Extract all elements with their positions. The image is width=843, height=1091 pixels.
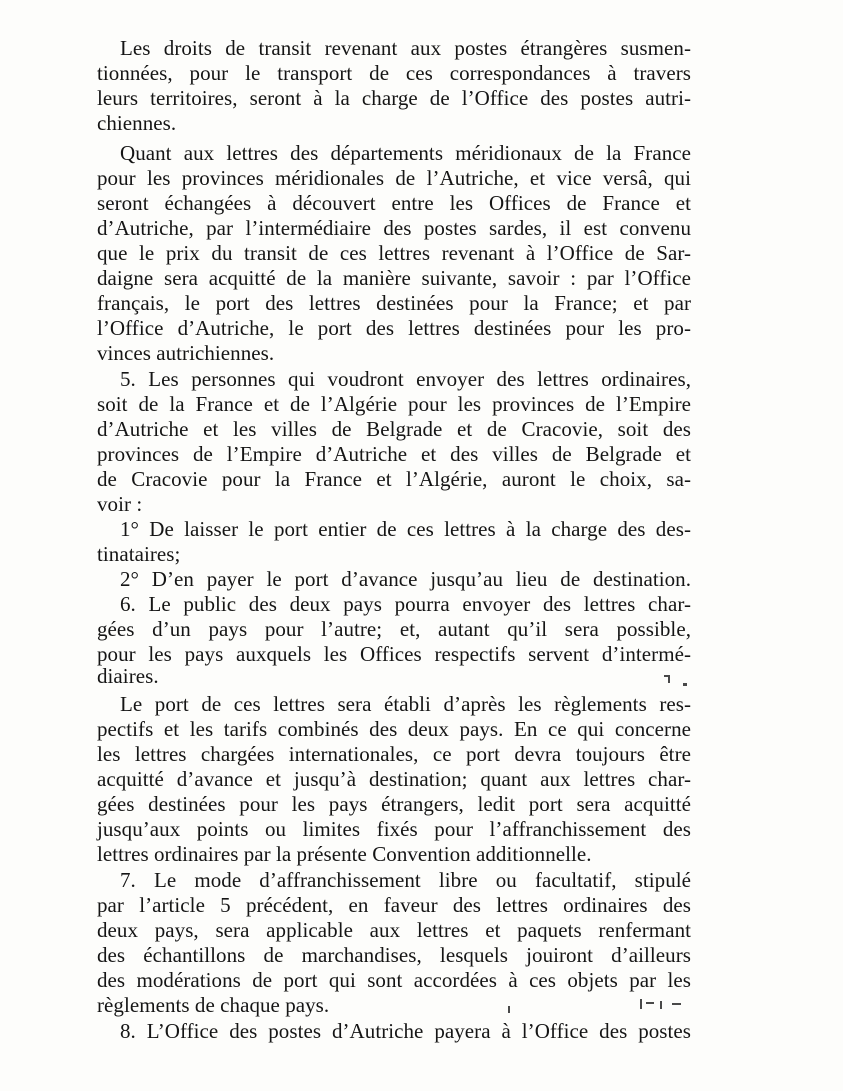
- text-line-36: deux pays, sera applicable aux lettres et paquets renfermant: [97, 918, 691, 942]
- ink-mark: [646, 1002, 654, 1004]
- ink-mark: [508, 1006, 510, 1013]
- text-line-16: d’Autriche et les villes de Belgrade et de Cracovie, soit des: [97, 417, 691, 441]
- text-line-3: leurs territoires, seront à la charge de l’Office des postes autri-: [97, 86, 691, 110]
- ink-mark: [660, 1001, 662, 1009]
- ink-mark: [672, 1003, 681, 1005]
- text-line-30: acquitté d’avance et jusqu’à destination; quant aux lettres char-: [97, 767, 691, 791]
- text-line-4: chiennes.: [97, 111, 177, 135]
- text-line-40: 8. L’Office des postes d’Autriche payera à l’Office des postes: [120, 1019, 691, 1043]
- text-line-6: pour les provinces méridionales de l’Autriche, et vice versâ, qui: [97, 166, 691, 190]
- ink-mark: [683, 683, 687, 686]
- text-line-39: règlements de chaque pays.: [97, 993, 330, 1017]
- text-line-1: Les droits de transit revenant aux postes étrangères susmen-: [120, 36, 691, 60]
- ink-mark: [664, 675, 670, 677]
- text-line-15: soit de la France et de l’Algérie pour les provinces de l’Empire: [97, 392, 691, 416]
- text-line-17: provinces de l’Empire d’Autriche et des villes de Belgrade et: [97, 442, 691, 466]
- text-line-28: pectifs et les tarifs combinés des deux pays. En ce qui concerne: [97, 717, 691, 741]
- text-line-18: de Cracovie pour la France et l’Algérie, auront le choix, sa-: [97, 467, 691, 491]
- text-line-9: que le prix du transit de ces lettres revenant à l’Office de Sar-: [97, 241, 691, 265]
- text-line-2: tionnées, pour le transport de ces correspondances à travers: [97, 61, 691, 85]
- text-line-14: 5. Les personnes qui voudront envoyer des lettres ordinaires,: [120, 367, 691, 391]
- text-line-25: pour les pays auxquels les Offices respectifs servent d’intermé-: [97, 642, 691, 666]
- text-line-32: jusqu’aux points ou limites fixés pour l’affranchissement des: [97, 817, 691, 841]
- text-line-23: 6. Le public des deux pays pourra envoyer des lettres char-: [120, 592, 691, 616]
- text-line-24: gées d’un pays pour l’autre; et, autant qu’il sera possible,: [97, 617, 691, 641]
- text-line-31: gées destinées pour les pays étrangers, ledit port sera acquitté: [97, 792, 691, 816]
- ink-mark: [640, 999, 642, 1009]
- ink-mark: [668, 677, 670, 683]
- text-line-19: voir :: [97, 492, 143, 516]
- text-line-7: seront échangées à découvert entre les Offices de France et: [97, 191, 691, 215]
- text-line-22: 2° D’en payer le port d’avance jusqu’au lieu de destination.: [120, 567, 691, 591]
- text-line-35: par l’article 5 précédent, en faveur des lettres ordinaires des: [97, 893, 691, 917]
- text-line-34: 7. Le mode d’affranchissement libre ou facultatif, stipulé: [120, 868, 691, 892]
- text-line-21: tinataires;: [97, 542, 181, 566]
- text-line-26: diaires.: [97, 664, 159, 688]
- text-line-12: l’Office d’Autriche, le port des lettres destinées pour les pro-: [97, 316, 691, 340]
- text-line-10: daigne sera acquitté de la manière suivante, savoir : par l’Office: [97, 266, 691, 290]
- text-line-37: des échantillons de marchandises, lesquels jouiront d’ailleurs: [97, 943, 691, 967]
- text-line-13: vinces autrichiennes.: [97, 341, 275, 365]
- text-line-8: d’Autriche, par l’intermédiaire des postes sardes, il est convenu: [97, 216, 691, 240]
- text-line-38: des modérations de port qui sont accordées à ces objets par les: [97, 968, 691, 992]
- text-line-27: Le port de ces lettres sera établi d’après les règlements res-: [120, 692, 691, 716]
- text-line-33: lettres ordinaires par la présente Convention additionnelle.: [97, 842, 592, 866]
- text-line-20: 1° De laisser le port entier de ces lettres à la charge des des-: [120, 517, 691, 541]
- text-line-29: les lettres chargées internationales, ce port devra toujours être: [97, 742, 691, 766]
- text-line-5: Quant aux lettres des départements méridionaux de la France: [120, 141, 691, 165]
- text-line-11: français, le port des lettres destinées pour la France; et par: [97, 291, 691, 315]
